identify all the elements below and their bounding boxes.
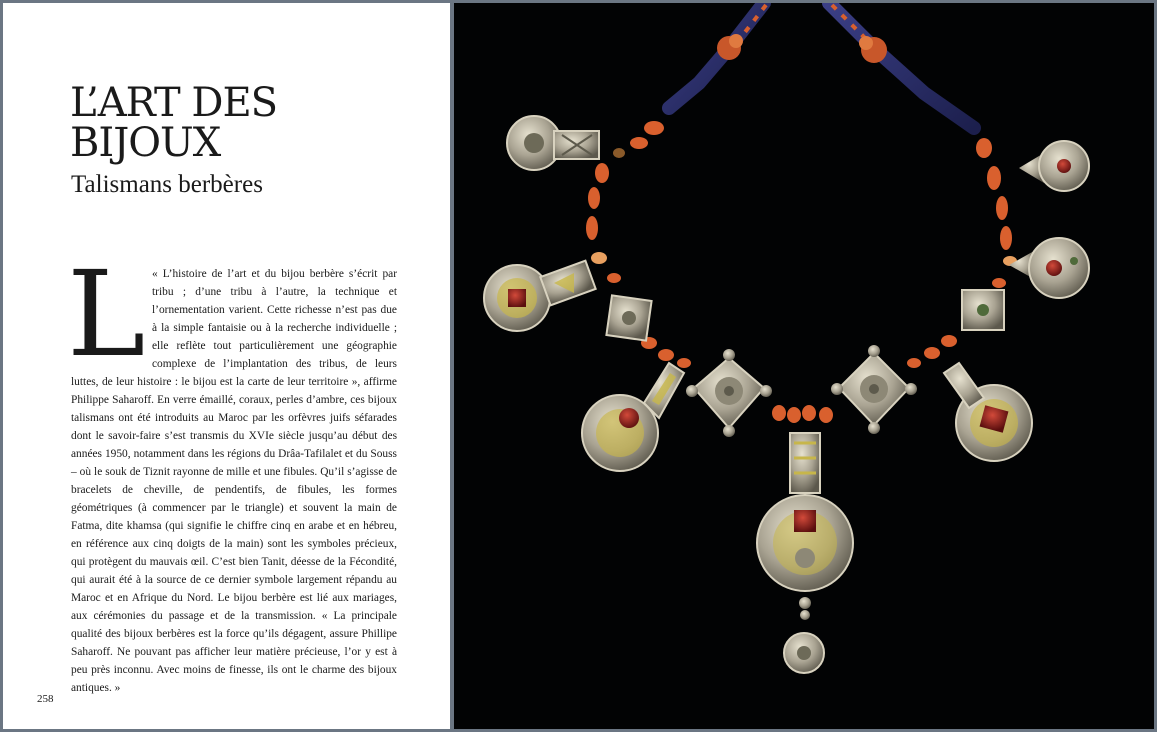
article-subtitle: Talismans berbères [71, 171, 263, 198]
title-line-1: L’ART DES [70, 80, 278, 126]
page-number: 258 [37, 693, 54, 705]
necklace-photo [454, 3, 1154, 729]
title-line-2: BIJOUX [70, 120, 221, 166]
drop-cap: L [67, 245, 146, 383]
right-page-photo [454, 3, 1154, 729]
left-page [3, 3, 450, 729]
article-title [70, 80, 430, 166]
pendant-small-square-left [606, 295, 651, 340]
body-text-beside-dropcap: « L’histoire de l’art et du bijou berbère s’écrit par tribu ; d’une tribu à l’autre, la technique et l’ornementation varient. Cette richesse n’est pas due à la simple fantaisie ou à la recherche individuelle ; elle reflète tout particulièrement une géographie complexe de l’implantation des tribus, de leurs [152, 268, 397, 370]
photo-background [454, 3, 1154, 729]
body-text-main: luttes, de leur histoire : le bijou est la carte de leur territoire », affirme Philippe Saharoff. En verre émaillé, coraux, perles d’ambre, ces bijoux talismans ont été introduits au Maroc par les orfèvres juifs séfarades dont le savoir-faire s’est transmis du XVIe siècle jusqu’au début des années 1950, notamment dans les régions du Drâa-Tafilalet et du Souss – où le souk de Tiznit rayonne de mille et une fibules. Qu’il s’agisse de bracelets de cheville, de pendentifs, de fibules, les formes géométriques (à commencer par le triangle) et souvent la main de Fatma, dite khamsa (qui signifie le chiffre cinq en arabe et en hébreu, en référence aux cinq doigts de la main) sont les symboles précieux, qui protègent du mauvais œil. C’est bien Tanit, déesse de la Fécondité, qui aurait été à la source de ce dernier symbole largement répandu au Maroc et en Afrique du Nord. Le bijou berbère est lié aux mariages, aux cérémonies du passage et de la transmission. « La principale qualité des bijoux berbères est la force qu’ils dégagent, assure Phillipe Saharoff. Ne pouvant pas afficher leur matière précieuse, l’or y est à peu près inconnu. Avec moins de finesse, ils ont le charme des bijoux antiques. » [71, 376, 397, 694]
pendant-small-square-right [962, 290, 1004, 330]
